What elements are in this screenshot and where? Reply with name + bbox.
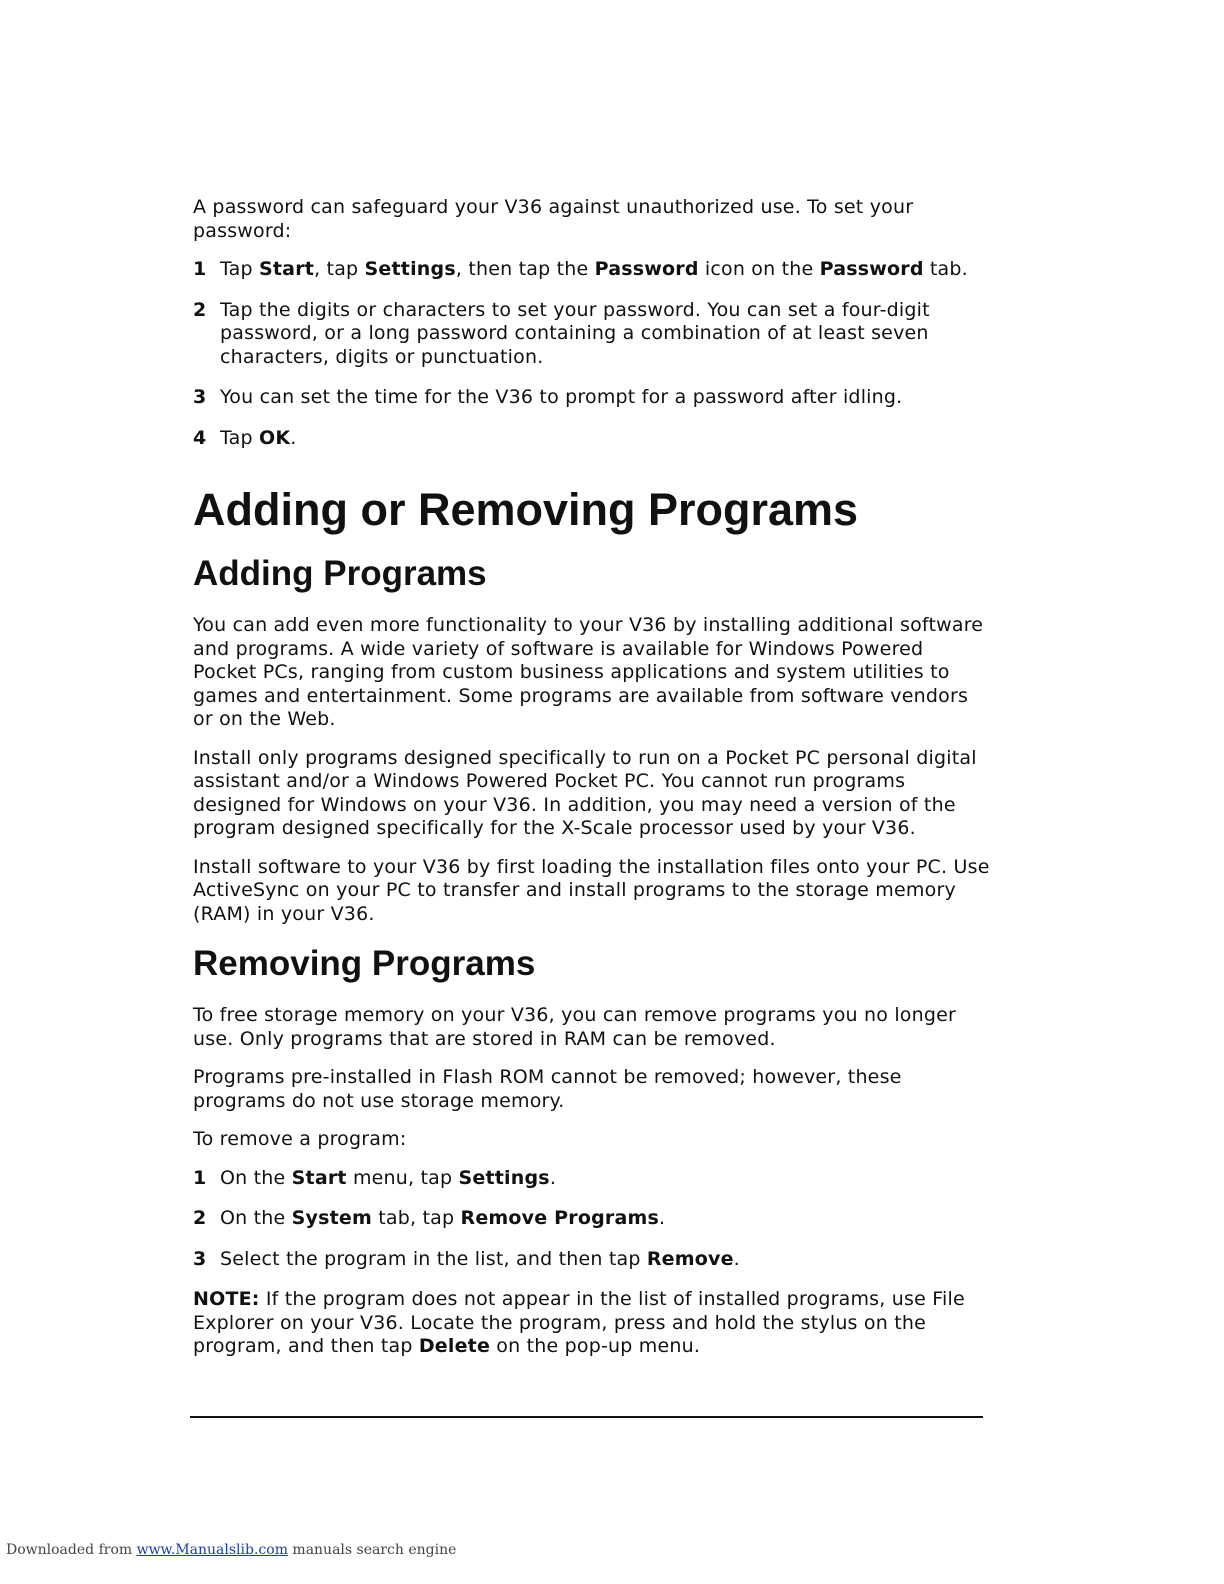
list-item: 2 On the System tab, tap Remove Programs. (193, 1207, 666, 1229)
paragraph: Install software to your V36 by first loading the installation files onto your PC. Use ActiveSync on your PC to transfer and install programs to the storage memory (RAM) in your V36. (193, 855, 990, 925)
download-footer: Downloaded from www.Manualslib.com manuals search engine (6, 1542, 457, 1558)
list-item: 3 You can set the time for the V36 to prompt for a password after idling. (193, 386, 903, 408)
list-item: 1 Tap Start, tap Settings, then tap the Password icon on the Password tab. (193, 258, 968, 280)
step-number: 2 (193, 1207, 207, 1229)
step-number: 4 (193, 426, 207, 449)
note-label: NOTE: (193, 1288, 260, 1310)
footer-divider (190, 1416, 983, 1418)
step-number: 3 (193, 386, 207, 408)
list-item: 3 Select the program in the list, and then tap Remove. (193, 1247, 740, 1270)
step-number: 2 (193, 298, 207, 321)
step-number: 1 (193, 1166, 207, 1189)
paragraph: To remove a program: (193, 1128, 407, 1150)
paragraph: To free storage memory on your V36, you can remove programs you no longer use. Only programs that are stored in RAM can be removed. (193, 1004, 957, 1050)
step-number: 3 (193, 1247, 207, 1270)
paragraph: Programs pre-installed in Flash ROM cannot be removed; however, these programs do not use storage memory. (193, 1066, 902, 1112)
page-content (193, 196, 993, 1374)
step-number: 1 (193, 258, 207, 280)
password-steps (193, 258, 993, 450)
paragraph: Install only programs designed specifically to run on a Pocket PC personal digital assistant and/or a Windows Powered Pocket PC. You cannot run programs designed for Windows on your V36. In addition, you may need a version of the program designed specifically for the X-Scale processor used by your V36. (193, 746, 977, 839)
section-title: Adding or Removing Programs (193, 484, 859, 535)
intro-paragraph: A password can safeguard your V36 against unauthorized use. To set your password: (193, 196, 914, 242)
subsection-title-removing: Removing Programs (193, 944, 536, 983)
paragraph: You can add even more functionality to your V36 by installing additional software and programs. A wide variety of software is available for Windows Powered Pocket PCs, ranging from custom business applications and system utilities to games and entertainment. Some programs are available from software vendors or on the Web. (193, 614, 984, 730)
list-item: 1 On the Start menu, tap Settings. (193, 1166, 557, 1189)
subsection-title-adding: Adding Programs (193, 554, 487, 593)
manualslib-link[interactable]: www.Manualslib.com (136, 1542, 288, 1558)
note-paragraph: NOTE: If the program does not appear in the list of installed programs, use File Explorer on your V36. Locate the program, press and hold the stylus on the program, and then tap Delete on the pop-up menu. (193, 1288, 965, 1357)
remove-steps (193, 1167, 993, 1272)
list-item: 4 Tap OK. (193, 426, 297, 449)
list-item: 2 Tap the digits or characters to set your password. You can set a four-digit password, or a long password containing a combination of at least seven characters, digits or punctuation. (193, 298, 930, 368)
